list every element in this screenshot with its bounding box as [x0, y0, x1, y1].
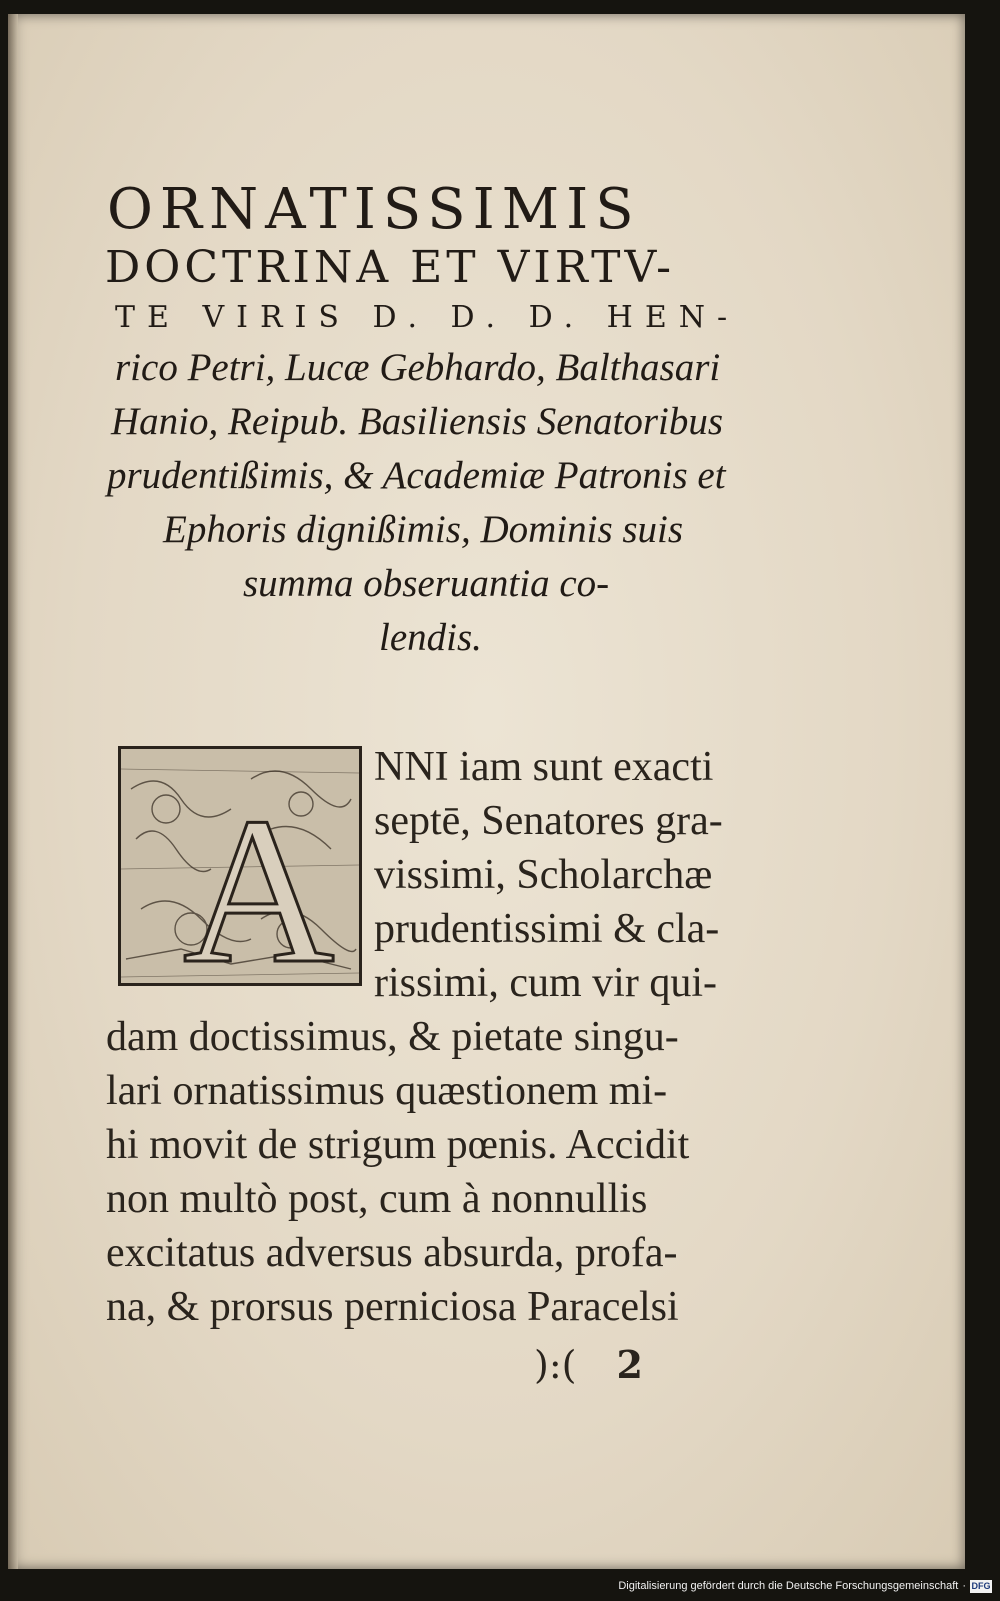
- page-number: 2: [616, 1342, 643, 1387]
- woodcut-letter-a-icon: [121, 749, 359, 983]
- text-line: dam doctissimus, & pietate singu-: [106, 1014, 679, 1060]
- book-page: [8, 14, 965, 1569]
- digitization-footer: [618, 1576, 992, 1596]
- heading-line: rico Petri, Lucæ Gebhardo, Balthasari: [115, 346, 721, 389]
- signature-mark: [534, 1342, 643, 1387]
- text-line: na, & prorsus perniciosa Paracelsi: [106, 1284, 679, 1330]
- heading-line: Hanio, Reipub. Basiliensis Senatoribus: [111, 400, 724, 443]
- heading-line: lendis.: [379, 616, 482, 659]
- page-gutter-shadow: [8, 14, 18, 1569]
- signature-symbol: ):(: [534, 1343, 577, 1387]
- text-line: rissimi, cum vir qui-: [374, 960, 717, 1006]
- text-line: vissimi, Scholarchæ: [374, 852, 713, 898]
- text-line: septē, Senatores gra-: [374, 798, 723, 844]
- heading-line: ORNATISSIMIS: [107, 177, 641, 242]
- svg-text:A: A: [183, 775, 335, 983]
- heading-line: Ephoris dignißimis, Dominis suis: [163, 508, 684, 551]
- text-line: non multò post, cum à nonnullis: [106, 1176, 648, 1222]
- footer-separator: ·: [962, 1580, 966, 1592]
- footer-credit: Digitalisierung gefördert durch die Deutsche Forschungsgemeinschaft: [618, 1580, 959, 1592]
- dedication-heading: [93, 179, 793, 665]
- dfg-logo-icon: DFG: [971, 1580, 991, 1591]
- heading-line: prudentißimis, & Academiæ Patronis et: [107, 454, 726, 497]
- decorated-initial: [118, 746, 362, 986]
- text-line: prudentissimi & cla-: [374, 906, 720, 952]
- text-line: NNI iam sunt exacti: [374, 744, 714, 790]
- text-line: excitatus adversus absurda, profa-: [106, 1230, 678, 1276]
- heading-line: summa obseruantia co-: [243, 562, 610, 605]
- text-line: hi movit de strigum pœnis. Accidit: [106, 1122, 690, 1168]
- text-line: lari ornatissimus quæstionem mi-: [106, 1068, 668, 1114]
- heading-line: TE VIRIS D. D. D. HEN-: [115, 300, 740, 335]
- body-text: [106, 732, 806, 1334]
- heading-line: DOCTRINA ET VIRTV-: [105, 242, 676, 293]
